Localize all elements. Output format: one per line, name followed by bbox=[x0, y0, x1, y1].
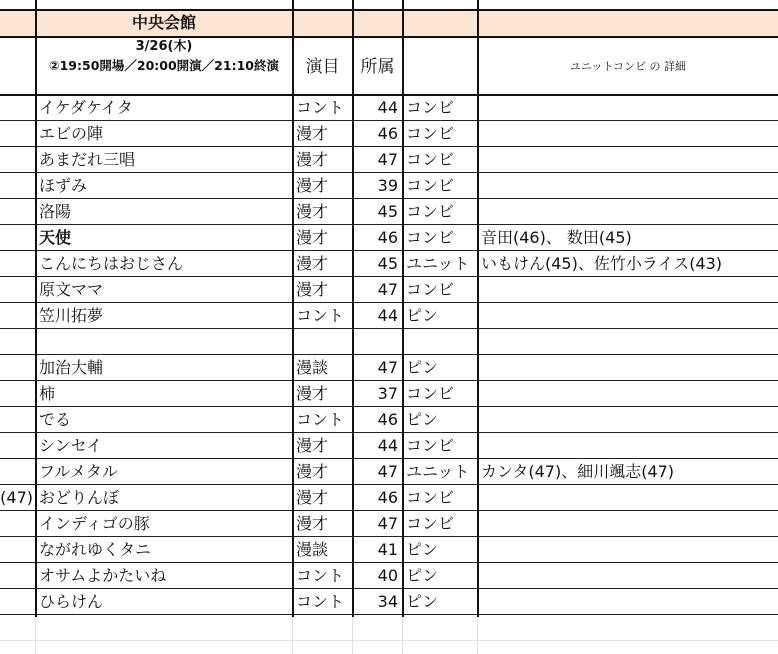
cell-act[interactable]: 漫才 bbox=[296, 202, 329, 221]
cell-affil[interactable]: 37 bbox=[377, 384, 398, 403]
cell-prefix[interactable] bbox=[0, 589, 35, 615]
grid-hline bbox=[0, 458, 778, 459]
cell-name[interactable]: おどりんぼ bbox=[39, 488, 120, 507]
grid-hline bbox=[0, 120, 778, 121]
grid-vline-faint bbox=[477, 617, 478, 654]
cell-act[interactable]: 漫才 bbox=[296, 488, 329, 507]
cell-act[interactable]: 漫才 bbox=[296, 436, 329, 455]
cell-type[interactable]: ピン bbox=[406, 592, 439, 611]
cell-type[interactable]: コンビ bbox=[406, 488, 455, 507]
cell-affil[interactable]: 39 bbox=[377, 176, 398, 195]
cell-name[interactable]: ほずみ bbox=[39, 176, 88, 195]
cell-type[interactable]: ピン bbox=[406, 540, 439, 559]
cell-prefix[interactable] bbox=[0, 563, 35, 589]
cell-type[interactable]: コンビ bbox=[406, 436, 455, 455]
cell-name[interactable]: でる bbox=[39, 410, 72, 429]
cell-prefix[interactable] bbox=[0, 121, 35, 147]
cell-act[interactable]: 漫才 bbox=[296, 462, 329, 481]
cell-name[interactable]: ひらけん bbox=[39, 592, 104, 611]
grid-hline bbox=[0, 406, 778, 407]
cell-type[interactable]: ピン bbox=[406, 306, 439, 325]
cell-prefix[interactable] bbox=[0, 277, 35, 303]
grid-hline bbox=[0, 588, 778, 589]
cell-affil[interactable]: 45 bbox=[377, 254, 398, 273]
grid-hline bbox=[0, 354, 778, 355]
cell-prefix[interactable] bbox=[0, 147, 35, 173]
grid-hline bbox=[0, 224, 778, 225]
grid-hline bbox=[0, 36, 778, 38]
cell-detail[interactable] bbox=[478, 537, 778, 563]
cell-name[interactable] bbox=[36, 329, 292, 355]
cell-name[interactable]: エビの陣 bbox=[39, 124, 104, 143]
cell-affil[interactable]: 44 bbox=[377, 436, 398, 455]
grid-hline bbox=[0, 484, 778, 485]
cell-prefix[interactable] bbox=[0, 459, 35, 485]
grid-hline bbox=[0, 198, 778, 199]
cell-detail[interactable] bbox=[478, 433, 778, 459]
grid-vline-faint bbox=[35, 617, 36, 654]
grid-vline bbox=[292, 0, 294, 617]
grid-vline bbox=[402, 0, 404, 617]
cell-type[interactable]: ユニット bbox=[406, 254, 470, 273]
grid-hline bbox=[0, 432, 778, 433]
cell-act[interactable]: 漫才 bbox=[296, 514, 329, 533]
cell-detail[interactable] bbox=[478, 381, 778, 407]
cell-affil[interactable]: 46 bbox=[377, 124, 398, 143]
cell-affil[interactable]: 41 bbox=[377, 540, 398, 559]
cell-type[interactable]: コンビ bbox=[406, 228, 455, 247]
cell-affil[interactable] bbox=[353, 329, 402, 355]
cell-detail[interactable] bbox=[478, 303, 778, 329]
cell-prefix[interactable]: (47) bbox=[0, 488, 33, 507]
cell-act[interactable]: 漫才 bbox=[296, 150, 329, 169]
cell-act[interactable]: コント bbox=[296, 566, 345, 585]
cell-type[interactable]: コンビ bbox=[406, 124, 455, 143]
cell-type[interactable]: コンビ bbox=[406, 280, 455, 299]
cell-act[interactable]: 漫談 bbox=[296, 540, 329, 559]
grid-hline bbox=[0, 510, 778, 511]
cell-name[interactable]: イケダケイタ bbox=[39, 98, 133, 117]
grid-vline bbox=[35, 0, 37, 617]
grid-hline bbox=[0, 94, 778, 96]
cell-affil[interactable]: 47 bbox=[377, 150, 398, 169]
header-act[interactable]: 演目 bbox=[305, 57, 340, 77]
cell-detail[interactable]: カンタ(47)、細川颯志(47) bbox=[481, 462, 675, 481]
grid-hline bbox=[0, 614, 778, 615]
cell-act[interactable]: 漫才 bbox=[296, 124, 329, 143]
cell-prefix[interactable] bbox=[0, 355, 35, 381]
cell-act[interactable]: コント bbox=[296, 592, 345, 611]
grid-hline bbox=[0, 536, 778, 537]
cell-affil[interactable]: 44 bbox=[377, 98, 398, 117]
cell-affil[interactable]: 40 bbox=[377, 566, 398, 585]
cell-name[interactable]: 洛陽 bbox=[39, 202, 72, 221]
cell-affil[interactable]: 47 bbox=[377, 462, 398, 481]
grid-vline-faint bbox=[402, 617, 403, 654]
cell-prefix[interactable] bbox=[0, 173, 35, 199]
cell-act[interactable] bbox=[293, 329, 352, 355]
cell-prefix[interactable] bbox=[0, 433, 35, 459]
cell-prefix[interactable] bbox=[0, 225, 35, 251]
cell-act[interactable]: 漫才 bbox=[296, 384, 329, 403]
grid-vline-faint bbox=[292, 617, 293, 654]
cell-name[interactable]: インディゴの豚 bbox=[39, 514, 150, 533]
cell-name[interactable]: オサムよかたいね bbox=[39, 566, 167, 585]
cell-detail[interactable]: いもけん(45)、佐竹小ライス(43) bbox=[481, 254, 723, 273]
cell-prefix[interactable] bbox=[0, 95, 35, 121]
cell-name[interactable]: こんにちはおじさん bbox=[39, 254, 184, 273]
grid-hline bbox=[0, 302, 778, 303]
cell-act[interactable]: コント bbox=[296, 410, 345, 429]
cell-name[interactable]: あまだれ三唱 bbox=[39, 150, 136, 169]
cell-affil[interactable]: 45 bbox=[377, 202, 398, 221]
cell-prefix[interactable] bbox=[0, 329, 35, 355]
cell-detail[interactable]: 音田(46)、 数田(45) bbox=[481, 228, 632, 247]
cell-detail[interactable] bbox=[478, 173, 778, 199]
cell-detail[interactable] bbox=[478, 485, 778, 511]
cell-type[interactable]: コンビ bbox=[406, 202, 455, 221]
grid-hline bbox=[0, 380, 778, 381]
grid-vline bbox=[352, 0, 354, 617]
cell-name[interactable]: シンセイ bbox=[39, 436, 103, 455]
grid-vline-faint bbox=[352, 617, 353, 654]
cell-type[interactable]: ピン bbox=[406, 358, 439, 377]
header-affiliation[interactable]: 所属 bbox=[360, 57, 395, 77]
cell-prefix[interactable] bbox=[0, 251, 35, 277]
cell-name[interactable]: ながれゆくタニ bbox=[39, 540, 152, 559]
cell-name[interactable]: 柿 bbox=[39, 384, 56, 403]
cell-prefix[interactable] bbox=[0, 407, 35, 433]
cell-affil[interactable]: 46 bbox=[377, 488, 398, 507]
cell-act[interactable]: コント bbox=[296, 98, 345, 117]
cell-act[interactable]: 漫才 bbox=[296, 254, 329, 273]
cell-detail[interactable] bbox=[478, 563, 778, 589]
cell-prefix[interactable] bbox=[0, 511, 35, 537]
grid-hline-faint bbox=[0, 640, 778, 641]
header-detail[interactable]: ユニットコンビ の 詳細 bbox=[569, 60, 687, 73]
cell-type[interactable]: コンビ bbox=[406, 514, 455, 533]
cell-detail[interactable] bbox=[478, 199, 778, 225]
cell-detail[interactable] bbox=[478, 511, 778, 537]
grid-hline bbox=[0, 146, 778, 147]
cell-prefix[interactable] bbox=[0, 537, 35, 563]
cell-detail[interactable] bbox=[478, 329, 778, 355]
cell-act[interactable]: コント bbox=[296, 306, 345, 325]
cell-detail[interactable] bbox=[478, 95, 778, 121]
cell-detail[interactable] bbox=[478, 589, 778, 615]
cell-name[interactable]: 笠川拓夢 bbox=[39, 306, 104, 325]
event-schedule[interactable]: ②19:50開場／20:00開演／21:10終演 bbox=[49, 58, 279, 73]
grid-hline bbox=[0, 276, 778, 277]
cell-type[interactable]: ピン bbox=[406, 566, 439, 585]
grid-hline bbox=[0, 172, 778, 173]
cell-affil[interactable]: 47 bbox=[377, 358, 398, 377]
cell-act[interactable]: 漫談 bbox=[296, 358, 329, 377]
cell-affil[interactable]: 47 bbox=[377, 514, 398, 533]
grid-vline bbox=[477, 0, 479, 617]
cell-detail[interactable] bbox=[478, 407, 778, 433]
cell-affil[interactable]: 44 bbox=[377, 306, 398, 325]
cell-affil[interactable]: 47 bbox=[377, 280, 398, 299]
cell-name[interactable]: フルメタル bbox=[39, 462, 118, 481]
cell-affil[interactable]: 46 bbox=[377, 410, 398, 429]
cell-type[interactable]: ユニット bbox=[406, 462, 470, 481]
cell-type[interactable]: コンビ bbox=[406, 176, 455, 195]
cell-detail[interactable] bbox=[478, 121, 778, 147]
cell-name[interactable]: 天使 bbox=[39, 228, 72, 247]
cell-act[interactable]: 漫才 bbox=[296, 176, 329, 195]
grid-hline bbox=[0, 328, 778, 329]
cell-act[interactable]: 漫才 bbox=[296, 280, 329, 299]
cell-detail[interactable] bbox=[478, 147, 778, 173]
cell-type[interactable]: コンビ bbox=[406, 98, 455, 117]
cell-prefix[interactable] bbox=[0, 199, 35, 225]
cell-detail[interactable] bbox=[478, 355, 778, 381]
cell-name[interactable]: 加治大輔 bbox=[39, 358, 104, 377]
grid-hline bbox=[0, 562, 778, 563]
cell-name[interactable]: 原文ママ bbox=[39, 280, 104, 299]
cell-type[interactable]: コンビ bbox=[406, 384, 455, 403]
cell-affil[interactable]: 46 bbox=[377, 228, 398, 247]
cell-type[interactable]: ピン bbox=[406, 410, 439, 429]
cell-prefix[interactable] bbox=[0, 303, 35, 329]
cell-act[interactable]: 漫才 bbox=[296, 228, 329, 247]
cell-type[interactable] bbox=[403, 329, 477, 355]
event-date[interactable]: 3/26(木) bbox=[135, 39, 193, 54]
cell-detail[interactable] bbox=[478, 277, 778, 303]
cell-type[interactable]: コンビ bbox=[406, 150, 455, 169]
grid-hline bbox=[0, 250, 778, 251]
venue-title[interactable]: 中央会館 bbox=[131, 13, 196, 32]
cell-prefix[interactable] bbox=[0, 381, 35, 407]
grid-hline bbox=[0, 9, 778, 11]
cell-affil[interactable]: 34 bbox=[377, 592, 398, 611]
